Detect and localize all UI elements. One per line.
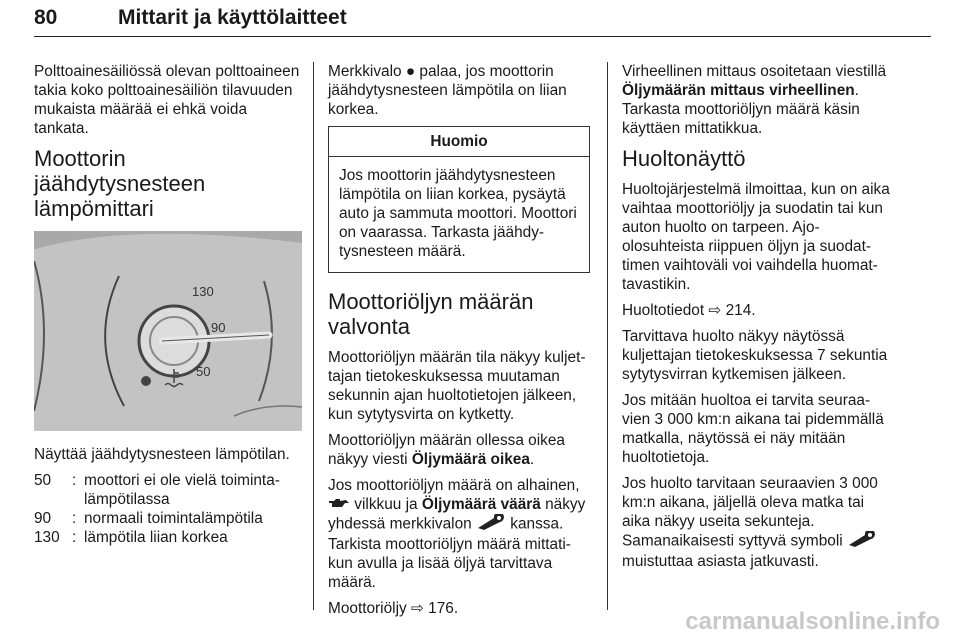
list-item [34, 528, 302, 547]
column-3 [622, 62, 890, 578]
list-value: moottori ei ole vielä toimintalämpötilassa [84, 472, 280, 508]
paragraph: Jos mitään huoltoa ei tarvita seuraavien 3 000 km:n aikana tai pidemmällä matkalla, näytössä ei näy mitään huoltotietoja. [622, 392, 884, 466]
text: muistuttaa asiasta jatkuvasti. [622, 553, 819, 570]
paragraph [328, 62, 590, 119]
paragraph: Huoltojärjestelmä ilmoittaa, kun on aika vaihtaa moottoriöljy ja suodatin tai kun auton huolto on tarpeen. Ajoolosuhteista riippuen öljyn ja suodattimen vaihtoväli voi vaihdella huomattavastikin. [622, 181, 890, 293]
list-key: 130 [34, 529, 60, 546]
gauge-label: 130 [192, 284, 214, 299]
paragraph: Tarvittava huolto näkyy näytössä kuljettajan tietokeskuksessa 7 sekuntia sytytysvirran kytkemisen jälkeen. [622, 328, 888, 383]
list-item [34, 509, 302, 528]
gauge-label: 90 [211, 320, 226, 335]
page-number: 80 [34, 6, 58, 29]
text: Jos huolto tarvitaan seuraavien 3 000 km:n aikana, jäljellä oleva matka tai aika näkyy useita sekunteja. Samanaikaisesti syttyvä symboli [622, 475, 878, 550]
message-text: Öljymäärän mittaus virheellinen [622, 82, 855, 99]
warning-lamp-icon: ● [405, 63, 416, 80]
list-item [34, 471, 302, 509]
gauge-label: 50 [196, 364, 211, 379]
definition-list [34, 471, 302, 547]
column-2 [328, 62, 590, 625]
paragraph: Moottoriöljyn määrän tila näkyy kuljettajan tietokeskuksessa muutaman sekunnin ajan huoltotietojen jälkeen, kun sytytysvirta on kytketty. [328, 349, 586, 423]
header-rule [34, 36, 931, 37]
text: kanssa. Tarkista moottoriöljyn määrä mittatikun avulla ja lisää öljyä tarvittava määrä. [328, 516, 571, 592]
oil-can-icon [328, 495, 350, 514]
page-reference-icon: ⇨ [708, 302, 722, 319]
message-text: Öljymäärä oikea [411, 451, 530, 468]
page-reference[interactable]: 214. [725, 302, 756, 319]
list-colon: : [72, 510, 77, 527]
list-value: normaali toimintalämpötila [84, 510, 263, 527]
section-heading: Huoltonäyttö [622, 146, 746, 171]
message-text: Öljymäärä väärä [421, 496, 541, 513]
text: palaa, jos moottorin jäähdytysnesteen lämpötila on liian korkea. [328, 63, 567, 118]
list-key: 90 [34, 510, 52, 527]
paragraph [622, 474, 890, 571]
list-colon: : [72, 529, 77, 546]
text: Jos moottoriöljyn määrä on alhainen, [328, 477, 580, 494]
list-key: 50 [34, 472, 52, 489]
watermark: carmanualsonline.info [685, 608, 940, 635]
column-1 [34, 62, 302, 547]
text: . Tarkasta moottoriöljyn määrä käsin käyttäen mittatikkua. [622, 82, 860, 137]
column-divider [607, 62, 608, 610]
list-colon: : [72, 472, 77, 489]
text: Moottoriöljy [328, 600, 407, 618]
chapter-title: Mittarit ja käyttölaitteet [118, 6, 347, 29]
note-box [328, 126, 590, 273]
caption: Näyttää jäähdytysnesteen lämpötilan. [34, 446, 290, 463]
indicator-dot [141, 376, 151, 386]
text: . [529, 451, 535, 468]
note-body: Jos moottorin jäähdytysnesteen lämpötila on liian korkea, pysäytä auto ja sammuta moottori. Moottori on vaarassa. Tarkasta jäähdytysnesteen määrä. [339, 167, 577, 260]
section-heading: Moottorin jäähdytysnesteen lämpömittari [34, 146, 206, 221]
text: Merkkivalo [328, 63, 402, 80]
paragraph: Polttoainesäiliössä olevan polttoaineen takia koko polttoainesäiliön tilavuuden mukaista määrää ei ehkä voida tankata. [34, 63, 300, 137]
text: Moottoriöljyn määrän ollessa oikea näkyy viesti [328, 432, 565, 468]
wrench-icon [476, 514, 506, 535]
section-heading: Moottoriöljyn määrän valvonta [328, 289, 534, 339]
paragraph [622, 301, 890, 320]
text: Huoltotiedot [622, 302, 705, 319]
page-reference-icon: ⇨ [410, 600, 424, 618]
note-title: Huomio [329, 127, 589, 157]
column-divider [313, 62, 314, 610]
coolant-gauge-image [34, 231, 302, 431]
text: näkyy yhdessä merkkivalon [328, 496, 586, 533]
wrench-icon [847, 531, 877, 552]
text: Virheellinen mittaus osoitetaan viestillä [622, 63, 887, 80]
page-header [34, 6, 934, 46]
paragraph [328, 599, 590, 618]
paragraph [328, 476, 590, 592]
paragraph [622, 62, 890, 138]
list-value: lämpötila liian korkea [84, 529, 228, 546]
text: vilkkuu ja [354, 496, 418, 513]
paragraph [328, 431, 590, 469]
page-reference[interactable]: 176. [428, 600, 459, 618]
